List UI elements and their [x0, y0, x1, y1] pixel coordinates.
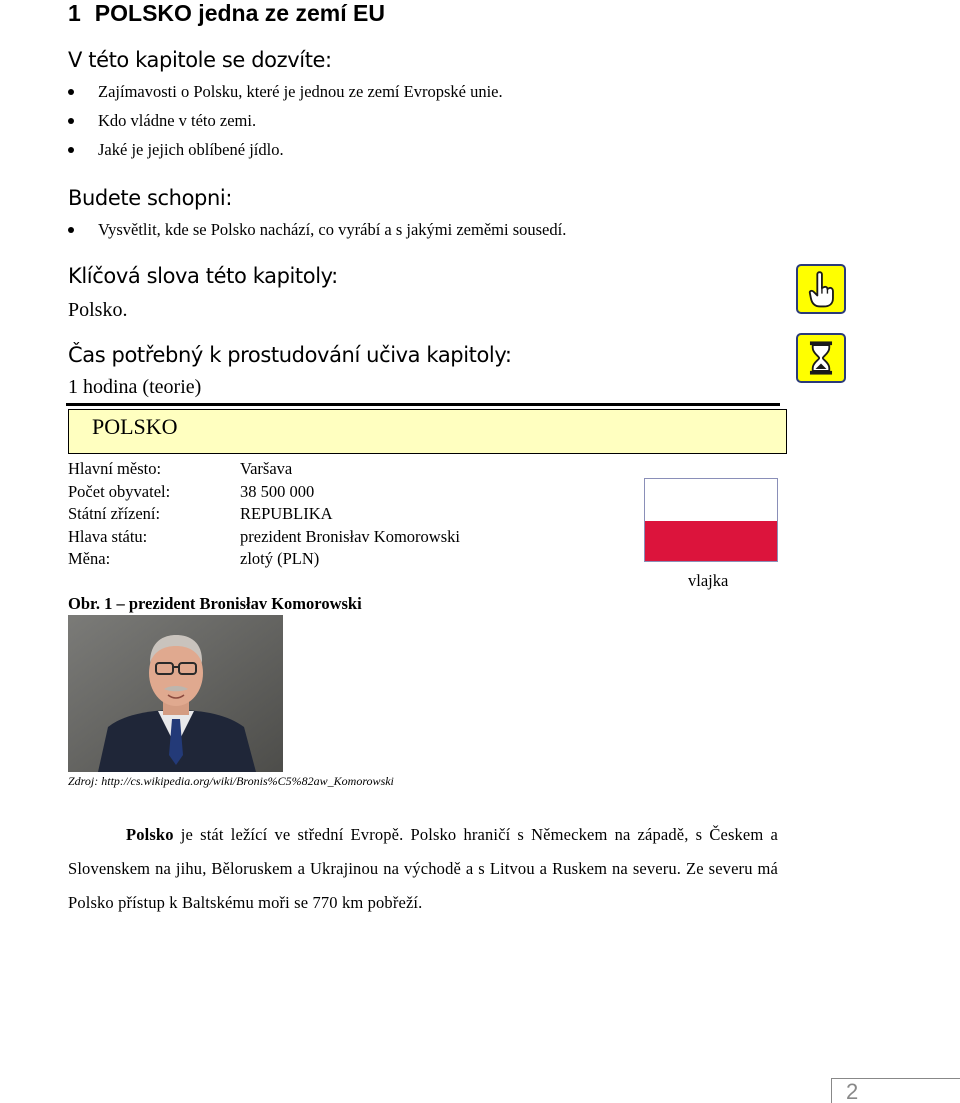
page-number-rule: [910, 1078, 960, 1079]
learn-list: [68, 77, 503, 164]
section-divider: [66, 403, 780, 406]
president-portrait: [68, 615, 283, 772]
country-banner: [68, 409, 787, 454]
country-banner-title: POLSKO: [92, 414, 178, 439]
bullet-icon: [68, 227, 74, 233]
body-paragraph: [68, 818, 778, 920]
bullet-icon: [68, 118, 74, 124]
paragraph-lead: Polsko: [126, 825, 174, 844]
list-item: Zajímavosti o Polsku, které je jednou ze zemí Evropské unie.: [68, 77, 503, 106]
bullet-icon: [68, 147, 74, 153]
bullet-icon: [68, 89, 74, 95]
learn-heading: V této kapitole se dozvíte:: [68, 48, 332, 72]
page-number: 2: [846, 1079, 859, 1103]
flag-caption: vlajka: [688, 571, 729, 590]
able-list: [68, 215, 566, 244]
pointing-finger-icon: [796, 264, 846, 314]
time-heading: Čas potřebný k prostudování učiva kapitoly:: [68, 343, 512, 367]
chapter-title-text: POLSKO jedna ze zemí EU: [94, 0, 385, 26]
keywords-heading: Klíčová slova této kapitoly:: [68, 264, 338, 288]
keywords-text: Polsko.: [68, 299, 128, 321]
figure-caption: Obr. 1 – prezident Bronisłav Komorowski: [68, 594, 362, 613]
hourglass-icon: [796, 333, 846, 383]
list-item: Vysvětlit, kde se Polsko nachází, co vyrábí a s jakými zeměmi sousedí.: [68, 215, 566, 244]
page-number-box: [831, 1078, 911, 1103]
time-text: 1 hodina (teorie): [68, 376, 202, 398]
photo-source: Zdroj: http://cs.wikipedia.org/wiki/Bronis%C5%82aw_Komorowski: [68, 774, 394, 788]
list-item: Kdo vládne v této zemi.: [68, 106, 503, 135]
list-item: Jaké je jejich oblíbené jídlo.: [68, 135, 503, 164]
chapter-number: 1: [68, 0, 81, 26]
flag-red-stripe: [645, 521, 777, 561]
paragraph-text: je stát ležící ve střední Evropě. Polsko hraničí s Německem na západě, s Českem a Slovenskem na jihu, Běloruskem a Ukrajinou na východě a s Litvou a Ruskem na severu. Ze severu má Polsko přístup k Baltskému moři se 770 km pobřeží.: [68, 825, 778, 912]
chapter-title: [68, 0, 385, 27]
polish-flag: [644, 478, 778, 562]
flag-white-stripe: [645, 479, 777, 521]
able-heading: Budete schopni:: [68, 186, 232, 210]
